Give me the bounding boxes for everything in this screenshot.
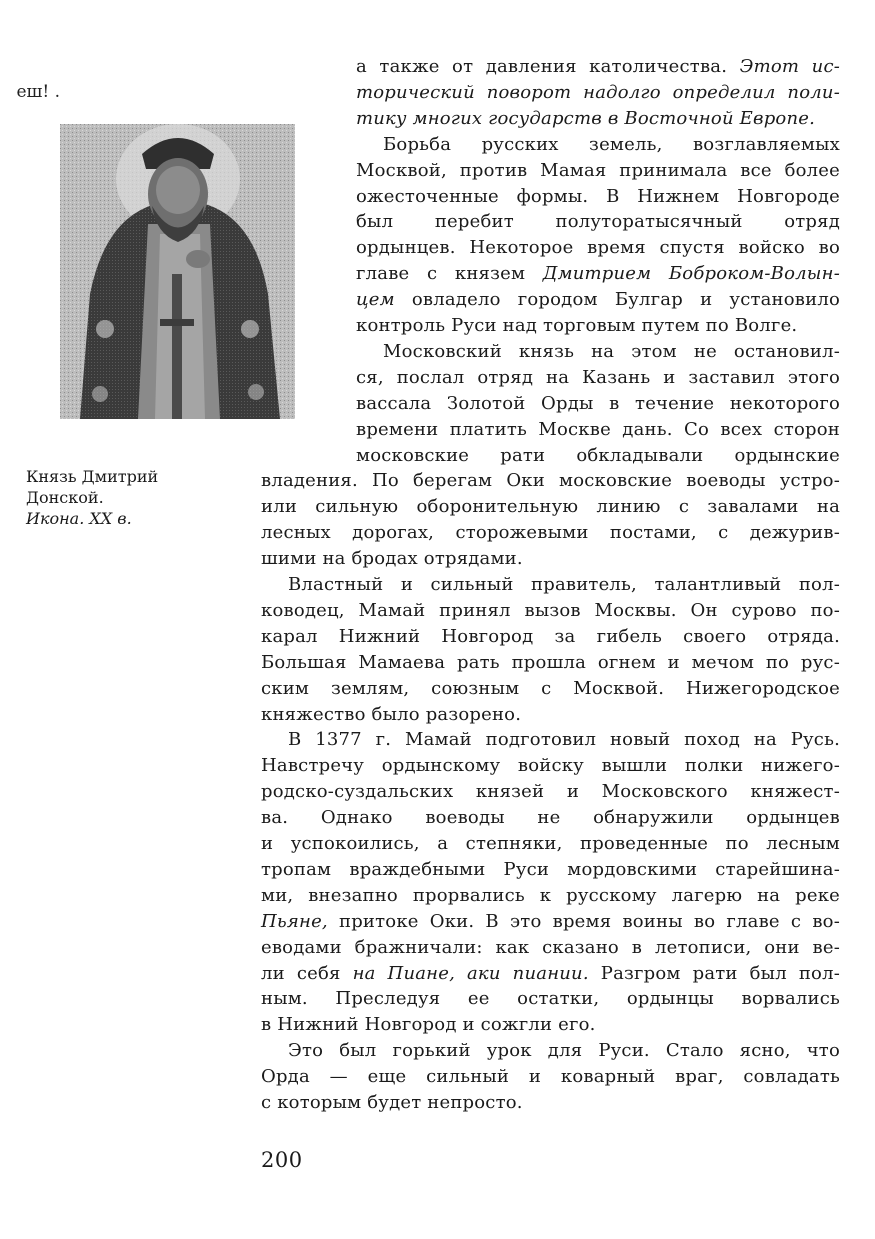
text-line bbox=[261, 727, 840, 753]
text-line bbox=[356, 391, 840, 417]
text-line bbox=[261, 676, 840, 702]
text-line bbox=[261, 468, 840, 494]
text-segment: был перебит полуторатысячный отряд bbox=[356, 211, 840, 233]
text-line bbox=[261, 935, 840, 961]
text-line bbox=[261, 520, 840, 546]
text-line bbox=[356, 339, 840, 365]
text-line bbox=[356, 443, 840, 469]
italic-text: Дмитрием Боброком-Волын- bbox=[542, 263, 841, 285]
text-line bbox=[356, 313, 840, 339]
image-caption bbox=[26, 466, 236, 529]
text-segment: контроль Руси над торговым путем по Волге. bbox=[356, 315, 798, 336]
text-segment: ва. Однако воеводы не обнаружили ордынцев bbox=[261, 807, 840, 829]
caption-line: Князь Дмитрий bbox=[26, 467, 159, 486]
text-segment: главе с князем bbox=[356, 263, 543, 285]
text-line bbox=[261, 857, 840, 883]
italic-text: на Пиане, аки пиании. bbox=[352, 962, 589, 984]
text-line bbox=[356, 80, 840, 106]
text-segment: с которым будет непросто. bbox=[261, 1092, 523, 1113]
text-segment: ным. Преследуя ее остатки, ордынцы ворвались bbox=[261, 988, 840, 1010]
text-segment: времени платить Москве дань. Со всех сторон bbox=[356, 418, 840, 440]
text-segment: ли себя bbox=[261, 962, 353, 984]
text-line bbox=[261, 831, 840, 857]
illustration-fragment-text: еш! . bbox=[16, 82, 60, 102]
text-segment: Властный и сильный правитель, талантливый пол- bbox=[288, 574, 840, 595]
text-segment: княжество было разорено. bbox=[261, 703, 522, 725]
text-segment: или сильную оборонительную линию с завалами на bbox=[261, 496, 840, 518]
text-line bbox=[261, 1090, 840, 1116]
text-segment: овладело городом Булгар и установило bbox=[394, 289, 840, 311]
text-segment: вассала Золотой Орды в течение некоторого bbox=[356, 392, 840, 414]
text-segment: шими на бродах отрядами. bbox=[261, 548, 523, 570]
text-line bbox=[261, 650, 840, 676]
text-segment: ся, послал отряд на Казань и заставил этого bbox=[356, 366, 840, 388]
italic-text: Этот ис- bbox=[739, 56, 841, 77]
text-line bbox=[261, 805, 840, 831]
text-line bbox=[261, 986, 840, 1012]
text-line bbox=[356, 365, 840, 391]
text-segment: еводами бражничали: как сказано в летописи, они ве- bbox=[261, 936, 840, 958]
text-line bbox=[356, 417, 840, 443]
text-line bbox=[261, 702, 840, 728]
text-line bbox=[261, 753, 840, 779]
text-line bbox=[356, 158, 840, 184]
text-line bbox=[356, 261, 840, 287]
text-line bbox=[261, 598, 840, 624]
text-line bbox=[356, 184, 840, 210]
caption-line: Икона. XX в. bbox=[26, 509, 132, 528]
text-segment: Москвой, против Мамая принимала все более bbox=[356, 159, 840, 181]
text-line bbox=[356, 54, 840, 80]
text-line bbox=[261, 624, 840, 650]
text-segment: Разгром рати был пол- bbox=[588, 962, 840, 984]
text-segment: тропам враждебными Руси мордовскими старейшина- bbox=[261, 858, 840, 880]
text-line bbox=[261, 1064, 840, 1090]
text-segment: Московский князь на этом не остановил- bbox=[383, 340, 840, 362]
text-line bbox=[261, 546, 840, 572]
italic-text: Пьяне, bbox=[261, 910, 328, 932]
text-line bbox=[261, 1038, 840, 1064]
text-segment: ководец, Мамай принял вызов Москвы. Он сурово по- bbox=[261, 599, 840, 621]
text-segment: Это был горький урок для Руси. Стало ясно, что bbox=[288, 1040, 840, 1062]
text-line bbox=[261, 1012, 840, 1038]
text-segment: ми, внезапно прорвались к русскому лагерю на реке bbox=[261, 884, 840, 906]
text-segment: притоке Оки. В это время воины во главе с во- bbox=[327, 910, 840, 932]
text-line bbox=[261, 909, 840, 935]
text-line bbox=[261, 494, 840, 520]
text-segment: родско-суздальских князей и Московского княжест- bbox=[261, 781, 840, 803]
italic-text: цем bbox=[356, 289, 395, 311]
text-segment: владения. По берегам Оки московские воеводы устро- bbox=[261, 470, 840, 492]
text-line bbox=[261, 572, 840, 598]
text-segment: ским землям, союзным с Москвой. Нижегородское bbox=[261, 677, 840, 699]
caption-line: Донской. bbox=[26, 488, 104, 507]
text-segment: Борьба русских земель, возглавляемых bbox=[383, 133, 840, 155]
text-line bbox=[261, 961, 840, 987]
text-line bbox=[261, 883, 840, 909]
page-number: 200 bbox=[261, 1148, 303, 1172]
text-segment: ожесточенные формы. В Нижнем Новгороде bbox=[356, 185, 840, 207]
text-segment: и успокоились, а степняки, проведенные по лесным bbox=[261, 833, 840, 854]
text-segment: ордынцев. Некоторое время спустя войско во bbox=[356, 237, 840, 259]
text-segment: карал Нижний Новгород за гибель своего отряда. bbox=[261, 625, 840, 647]
text-segment: в Нижний Новгород и сожгли его. bbox=[261, 1014, 596, 1036]
text-segment: Орда — еще сильный и коварный враг, совладать bbox=[261, 1066, 840, 1088]
text-line bbox=[356, 287, 840, 313]
text-segment: а также от давления католичества. bbox=[356, 56, 740, 77]
italic-text: тику многих государств в Восточной Европе. bbox=[356, 107, 816, 129]
text-segment: московские рати обкладывали ордынские bbox=[356, 444, 840, 466]
text-line bbox=[356, 106, 840, 132]
italic-text: торический поворот надолго определил поли- bbox=[356, 81, 840, 103]
text-line bbox=[356, 132, 840, 158]
portrait-image bbox=[60, 124, 295, 419]
text-line bbox=[356, 209, 840, 235]
text-line bbox=[356, 235, 840, 261]
text-segment: Навстречу ордынскому войску вышли полки нижего- bbox=[261, 755, 840, 777]
text-segment: В 1377 г. Мамай подготовил новый поход на Русь. bbox=[288, 729, 840, 751]
text-segment: Большая Мамаева рать прошла огнем и мечом по рус- bbox=[261, 651, 840, 673]
text-segment: лесных дорогах, сторожевыми постами, с дежурив- bbox=[261, 522, 840, 544]
text-line bbox=[261, 779, 840, 805]
